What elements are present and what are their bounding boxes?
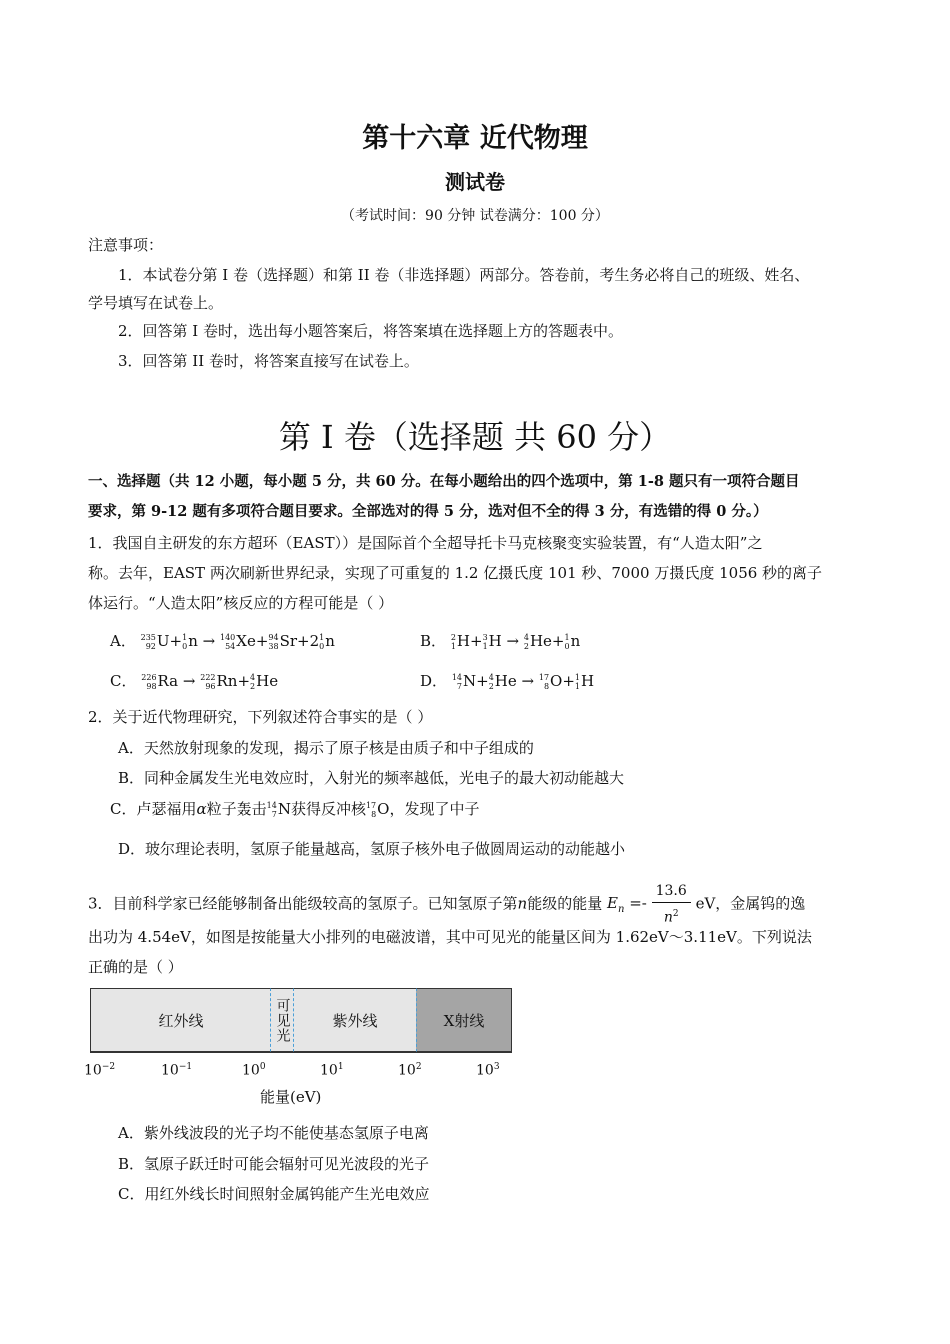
q3-option-b[interactable]: B．氢原子跃迁时可能会辐射可见光波段的光子 (118, 1155, 430, 1173)
option-label: A． (110, 632, 136, 650)
q1-option-a[interactable]: A． 235 92 U+ 1 0 n → 140 54 Xe+ 94 38 Sr+2 1 0 n (110, 632, 335, 651)
tick-6: $10^3$ (476, 1062, 500, 1079)
q3-text-c: eV，金属钨的逸 (695, 894, 806, 913)
q3-line1: 3．目前科学家已经能够制备出能级较高的氢原子。已知氢原子第n能级的能量 $E_n$ =- $\frac{13.6}{n^2}$ eV，金属钨的逸 (88, 880, 805, 929)
q2-c-mid1: 粒子轰击 (206, 800, 267, 818)
section-intro-2: 要求，第 9-12 题有多项符合题目要求。全部选对的得 5 分，选对但不全的得 3 分，有选错的得 0 分。） (88, 503, 768, 520)
section-title: 第 I 卷（选择题 共 60 分） (278, 418, 672, 456)
band-xray: X射线 (416, 988, 512, 1052)
q2-c-pre: C．卢瑟福用 (110, 800, 197, 818)
tick-1: $10^{-2}$ (84, 1062, 116, 1079)
note-1-cont: 学号填写在试卷上。 (88, 294, 224, 312)
q2-option-d[interactable]: D．玻尔理论表明，氢原子能量越高，氢原子核外电子做圆周运动的动能越小 (118, 840, 626, 858)
note-1: 1．本试卷分第 I 卷（选择题）和第 II 卷（非选择题）两部分。答卷前，考生务必将自己的班级、姓名、 (118, 266, 810, 284)
option-label: C． (110, 672, 137, 690)
q2-option-c[interactable]: C．卢瑟福用α粒子轰击 14 7 N获得反冲核 17 8 O，发现了中子 (110, 800, 480, 819)
section-intro-1: 一、选择题（共 12 小题，每小题 5 分，共 60 分。在每小题给出的四个选项中，第 1-8 题只有一项符合题目 (88, 473, 800, 490)
q1-option-b[interactable]: B． 2 1 H+ 3 1 H → 4 2 He+ 1 0 n (420, 632, 581, 651)
q1-option-d[interactable]: D． 14 7 N+ 4 2 He → 17 8 O+ 1 1 H (420, 672, 595, 691)
q3-option-a[interactable]: A．紫外线波段的光子均不能使基态氢原子电离 (118, 1124, 429, 1142)
option-label: D． (420, 672, 448, 690)
notes-label: 注意事项： (88, 236, 164, 254)
q2-c-post: ，发现了中子 (389, 800, 480, 818)
q3-text-a: 3．目前科学家已经能够制备出能级较高的氢原子。已知氢原子第 (88, 894, 518, 913)
exam-info: （考试时间：90 分钟 试卷满分：100 分） (341, 208, 609, 224)
tick-2: $10^{-1}$ (161, 1062, 193, 1079)
q3-line3: 正确的是（ ） (88, 958, 183, 976)
tick-5: $10^2$ (398, 1062, 422, 1079)
q1-line1: 1．我国自主研发的东方超环（EAST））是国际首个全超导托卡马克核聚变实验装置，有“人造太阳”之 (88, 534, 763, 552)
option-label: B． (420, 632, 447, 650)
band-ultraviolet: 紫外线 (294, 988, 416, 1052)
tick-3: $10^0$ (242, 1062, 266, 1079)
q2-stem: 2．关于近代物理研究，下列叙述符合事实的是（ ） (88, 708, 433, 726)
test-subtitle: 测试卷 (445, 170, 505, 194)
q1-line2: 称。去年，EAST 两次刷新世界纪录，实现了可重复的 1.2 亿摄氏度 101 秒、7000 万摄氏度 1056 秒的离子 (88, 564, 823, 582)
note-2: 2．回答第 I 卷时，选出每小题答案后，将答案填在选择题上方的答题表中。 (118, 322, 624, 340)
q1-line3: 体运行。“人造太阳”核反应的方程可能是（ ） (88, 594, 394, 612)
band-infrared: 红外线 (90, 988, 271, 1052)
tick-4: $10^1$ (320, 1062, 344, 1079)
q2-c-mid2: 获得反冲核 (290, 800, 366, 818)
note-3: 3．回答第 II 卷时，将答案直接写在试卷上。 (118, 352, 419, 370)
q2-option-b[interactable]: B．同种金属发生光电效应时，入射光的频率越低，光电子的最大初动能越大 (118, 769, 625, 787)
axis-label: 能量(eV) (260, 1088, 322, 1106)
q3-option-c[interactable]: C．用红外线长时间照射金属钨能产生光电效应 (118, 1185, 430, 1203)
q2-option-a[interactable]: A．天然放射现象的发现，揭示了原子核是由质子和中子组成的 (118, 739, 534, 757)
q3-text-b: 能级的能量 (527, 894, 603, 913)
spectrum-diagram (84, 988, 518, 1108)
q1-option-c[interactable]: C． 226 98 Ra → 222 96 Rn+ 4 2 He (110, 672, 279, 691)
band-visible: 可见光 (270, 988, 294, 1052)
chapter-title: 第十六章 近代物理 (362, 123, 588, 154)
q3-line2: 出功为 4.54eV，如图是按能量大小排列的电磁波谱，其中可见光的能量区间为 1.62eV～3.11eV。下列说法 (88, 928, 812, 946)
